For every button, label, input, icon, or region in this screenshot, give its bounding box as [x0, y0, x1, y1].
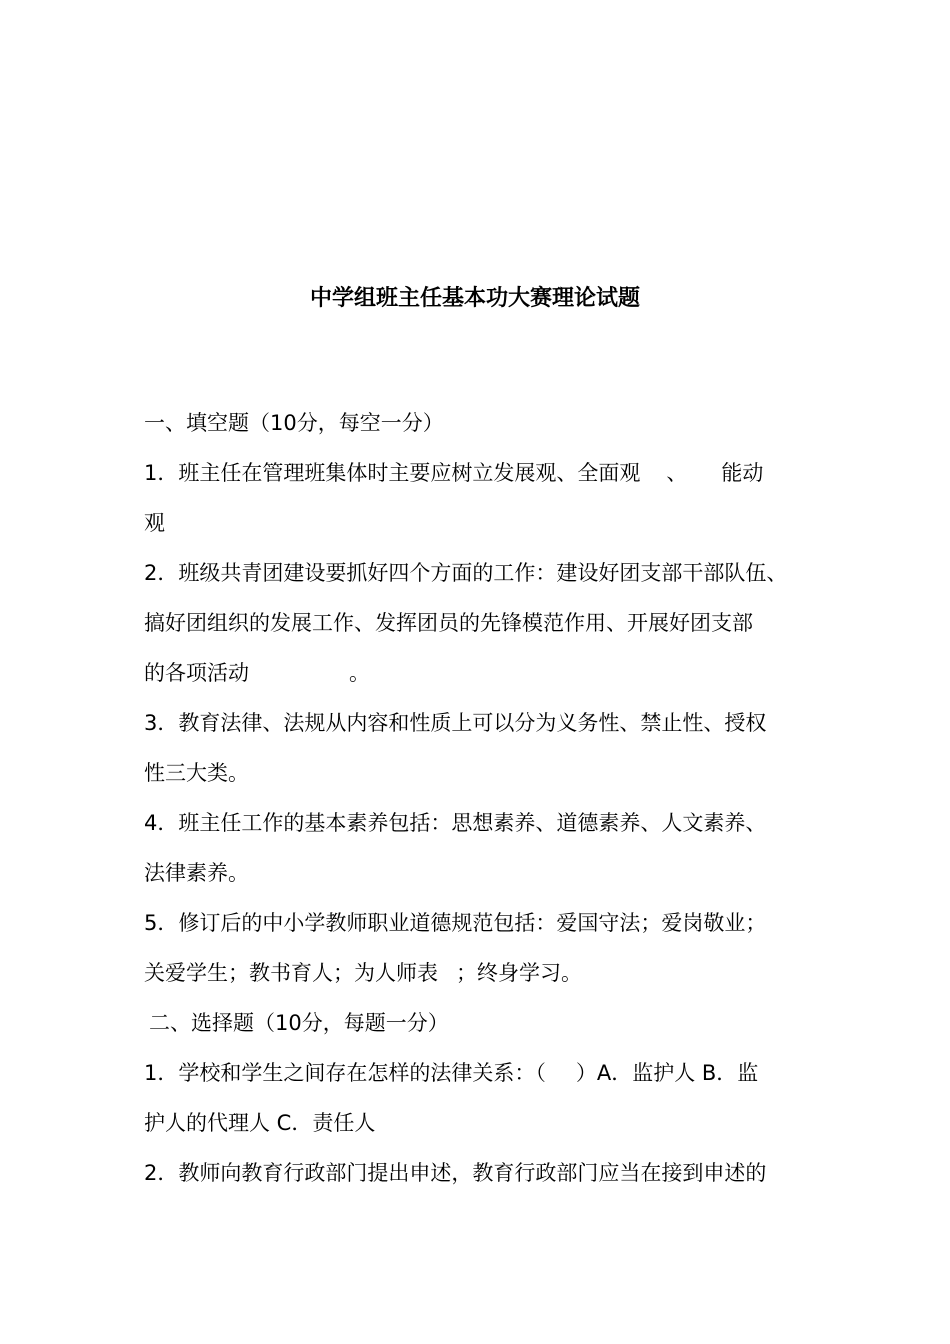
question-5-text-end: ；终身学习。 [456, 961, 582, 985]
question-5-text: 关爱学生；教书育人；为人师表 [144, 961, 438, 985]
question-2-text-end: 的各项活动 [144, 661, 249, 685]
question-2-line-1: 2．班级共青团建设要抓好四个方面的工作：建设好团支部干部队伍、 [144, 561, 788, 585]
question-4-line-1: 4．班主任工作的基本素养包括：思想素养、道德素养、人文素养、 [144, 811, 767, 835]
question-1-text: 1．班主任在管理班集体时主要应树立发展观、全面观 [144, 461, 641, 485]
question-2-line-3 [144, 648, 814, 698]
choice-question-1-line-2: 护人的代理人 C．责任人 [144, 1111, 376, 1135]
page-title: 中学组班主任基本功大赛理论试题 [309, 286, 640, 311]
question-3-line-2: 性三大类。 [144, 761, 249, 785]
choice-question-1-options: ）A．监护人 B．监 [575, 1061, 759, 1085]
choice-question-2-line-1: 2．教师向教育行政部门提出申述，教育行政部门应当在接到申述的 [144, 1161, 767, 1185]
question-4-line-2: 法律素养。 [144, 861, 249, 885]
question-1-separator: 、 [666, 461, 688, 485]
question-5-line-2 [144, 948, 814, 998]
question-5-line-1: 5．修订后的中小学教师职业道德规范包括：爱国守法；爱岗敬业； [144, 911, 767, 935]
section-heading-multiple-choice: 二、选择题（10分，每题一分） [149, 1011, 449, 1035]
question-2-period: 。 [349, 661, 370, 685]
question-3-line-1: 3．教育法律、法规从内容和性质上可以分为义务性、禁止性、授权 [144, 711, 767, 735]
document-body [144, 398, 814, 1198]
question-2-line-2: 搞好团组织的发展工作、发挥团员的先锋模范作用、开展好团支部 [144, 611, 753, 635]
section-heading-fill-in: 一、填空题（10分，每空一分） [144, 411, 444, 435]
question-1-line-1 [144, 448, 814, 498]
choice-question-1-text: 1．学校和学生之间存在怎样的法律关系：（ [144, 1061, 546, 1085]
question-1-text-end: 能动 [721, 461, 764, 485]
choice-question-1-line-1 [144, 1048, 814, 1098]
question-1-line-2: 观 [144, 511, 165, 535]
